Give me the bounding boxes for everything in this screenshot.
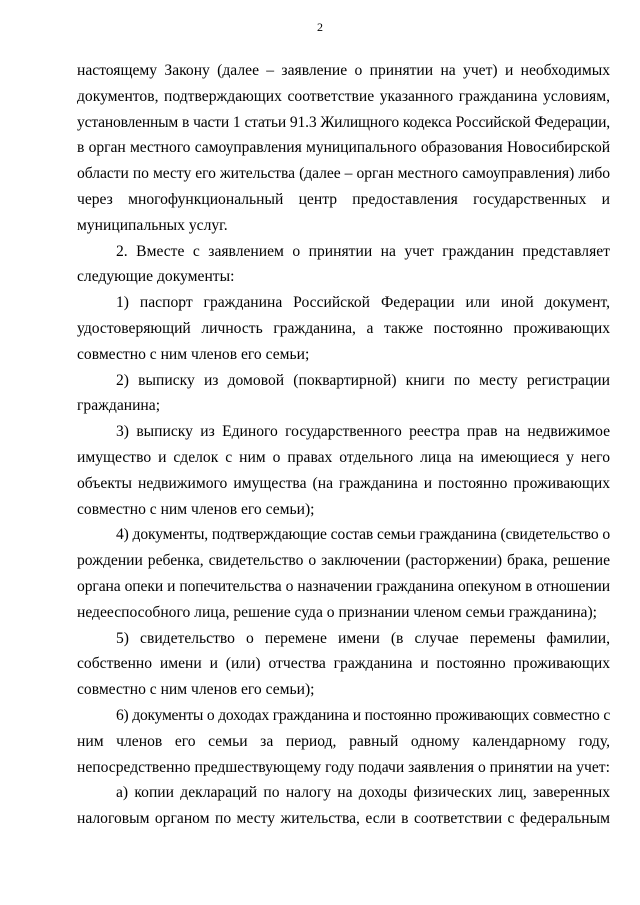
paragraph-item-1 <box>77 290 610 367</box>
text-line: муниципальных услуг. <box>77 216 228 234</box>
paragraph-item-4 <box>77 522 610 625</box>
text-line-indented: 3) выписку из Единого государственного реестра прав на недвижимое <box>116 423 610 441</box>
paragraph-subitem-a <box>77 780 610 832</box>
text-line: совместно с ним членов его семьи); <box>77 681 315 699</box>
text-line-indented: 5) свидетельство о перемене имени (в случае перемены фамилии, <box>116 629 610 647</box>
text-line: через многофункциональный центр предоставления государственных и <box>77 190 610 208</box>
text-line: органа опеки и попечительства о назначении гражданина опекуном в отношении <box>77 577 610 595</box>
text-line: рождении ребенка, свидетельство о заключении (расторжении) брака, решение <box>77 552 610 570</box>
text-line: непосредственно предшествующему году подачи заявления о принятии на учет: <box>77 758 610 776</box>
page-number: 2 <box>317 20 323 34</box>
paragraph-item-5 <box>77 626 610 703</box>
text-line-indented: 2) выписку из домовой (поквартирной) книги по месту регистрации <box>116 371 610 389</box>
text-line: установленным в части 1 статьи 91.3 Жилищного кодекса Российской Федерации, <box>77 113 610 131</box>
text-line: документов, подтверждающих соответствие указанного гражданина условиям, <box>77 87 610 105</box>
paragraph-item-6 <box>77 703 610 780</box>
text-line-indented: 6) документы о доходах гражданина и постоянно проживающих совместно с <box>116 706 610 724</box>
text-line: недееспособного лица, решение суда о признании членом семьи гражданина); <box>77 603 597 621</box>
text-line: собственно имени и (или) отчества гражданина и постоянно проживающих <box>77 655 610 673</box>
text-line: области по месту его жительства (далее – орган местного самоуправления) либо <box>77 165 610 183</box>
text-line-indented: 4) документы, подтверждающие состав семьи гражданина (свидетельство о <box>116 526 610 544</box>
text-line: настоящему Закону (далее – заявление о принятии на учет) и необходимых <box>77 62 610 79</box>
text-line: гражданина; <box>77 397 161 415</box>
paragraph-1-continuation <box>77 58 610 239</box>
text-line: имущество и сделок с ним о правах отдельного лица на имеющиеся у него <box>77 448 610 466</box>
text-line: следующие документы: <box>77 268 235 286</box>
text-line: совместно с ним членов его семьи); <box>77 500 315 518</box>
paragraph-clause-2 <box>77 239 610 291</box>
document-body <box>77 58 610 832</box>
text-line: ним членов его семьи за период, равный одному календарному году, <box>77 732 610 750</box>
text-line: налоговым органом по месту жительства, если в соответствии с федеральным <box>77 810 610 828</box>
paragraph-item-2 <box>77 368 610 420</box>
paragraph-item-3 <box>77 419 610 522</box>
text-line: удостоверяющий личность гражданина, а также постоянно проживающих <box>77 319 610 337</box>
text-line: совместно с ним членов его семьи; <box>77 345 310 363</box>
text-line-indented: а) копии деклараций по налогу на доходы физических лиц, заверенных <box>116 784 610 802</box>
text-line: объекты недвижимого имущества (на гражданина и постоянно проживающих <box>77 474 610 492</box>
text-line: в орган местного самоуправления муниципального образования Новосибирской <box>77 139 610 157</box>
text-line-indented: 1) паспорт гражданина Российской Федерации или иной документ, <box>116 294 610 312</box>
text-line-indented: 2. Вместе с заявлением о принятии на учет гражданин представляет <box>116 242 610 260</box>
